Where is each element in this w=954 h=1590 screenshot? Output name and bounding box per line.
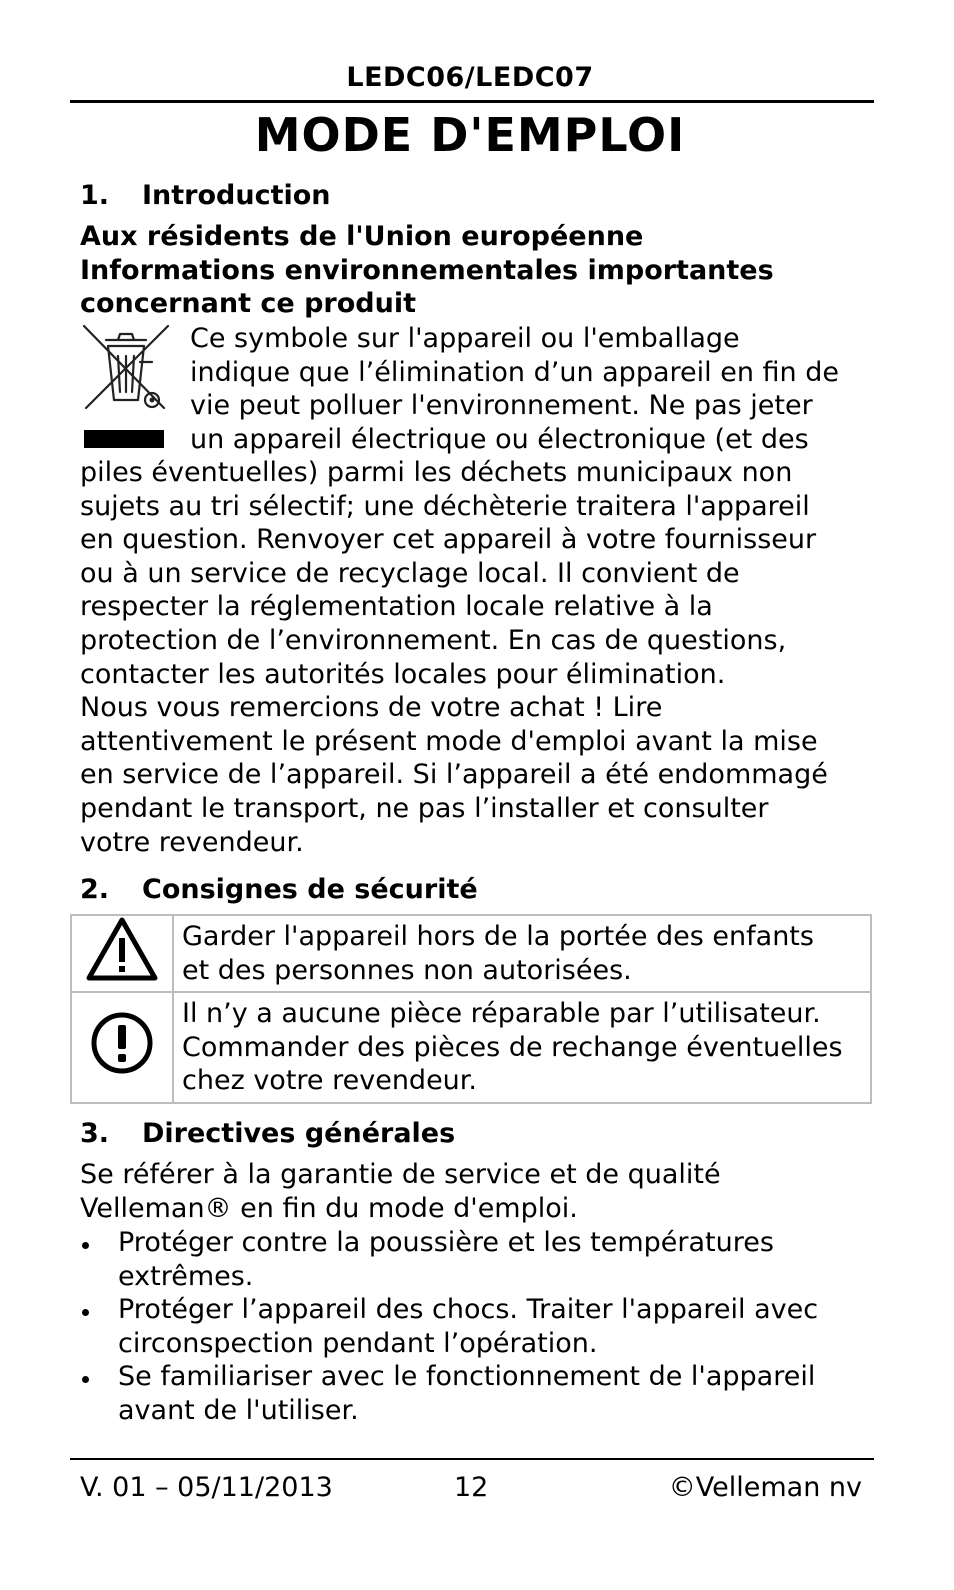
eu-notice-line: Informations environnementales importantes [80,254,774,286]
weee-paragraph-wrapped [190,322,839,456]
eu-notice-line: concernant ce produit [80,288,416,319]
footer-version: V. 01 – 05/11/2013 [80,1472,333,1503]
body-text-line: Nous vous remercions de votre achat ! Lire [80,692,663,724]
footer-rule [70,1458,874,1460]
bullet-icon [82,1242,89,1249]
safety-text-line: Garder l'appareil hors de la portée des enfants [182,921,814,952]
eu-notice-heading [80,220,774,321]
safety-icon-cell [71,992,173,1103]
guidelines-list [80,1226,878,1428]
section-1-heading [80,180,331,211]
safety-row [71,992,871,1103]
section-3-intro [80,1158,721,1225]
section-3-title: Directives générales [142,1118,456,1149]
safety-row [71,915,871,992]
bullet-icon [82,1309,89,1316]
safety-text-line: et des personnes non autorisées. [182,954,632,986]
footer-copyright: ©Velleman nv [668,1472,862,1503]
list-item-text: Protéger l’appareil des chocs. Traiter l'appareil avec circonspection pendant l’opération. [118,1294,819,1359]
weee-text-line: un appareil électrique ou électronique (et des [190,423,809,455]
body-text-line: en service de l’appareil. Si l’appareil a été endommagé [80,759,828,791]
body-text-line: votre revendeur. [80,826,304,858]
body-text-line: piles éventuelles) parmi les déchets municipaux non [80,457,793,488]
body-text-line: protection de l’environnement. En cas de questions, [80,624,787,656]
safety-text-cell [173,915,871,992]
body-text-line: en question. Renvoyer cet appareil à votre fournisseur [80,524,817,556]
body-text-line: respecter la réglementation locale relative à la [80,591,713,623]
weee-paragraph-continued [80,456,828,859]
section-3-number: 3. [80,1118,110,1149]
body-text-line: Se référer à la garantie de service et de qualité [80,1159,721,1190]
list-item-text: Se familiariser avec le fonctionnement de l'appareil avant de l'utiliser. [118,1361,816,1426]
bullet-icon [82,1376,89,1383]
exclamation-circle-icon [89,1010,155,1076]
section-1-title: Introduction [142,180,331,211]
warning-triangle-icon [85,916,159,982]
list-item [80,1293,878,1360]
page-title: MODE D'EMPLOI [254,108,686,162]
body-text-line: attentivement le présent mode d'emploi avant la mise [80,725,818,757]
list-item-text: Protéger contre la poussière et les températures extrêmes. [118,1227,774,1292]
safety-text-cell [173,992,871,1103]
safety-text-line: Il n’y a aucune pièce réparable par l’utilisateur. [182,998,821,1029]
model-number: LEDC06/LEDC07 [346,62,594,93]
body-text-line: Velleman® en fin du mode d'emploi. [80,1192,578,1224]
safety-table [70,914,872,1104]
section-2-number: 2. [80,874,110,905]
body-text-line: pendant le transport, ne pas l’installer et consulter [80,792,769,824]
weee-bin-icon [80,322,172,450]
eu-notice-line: Aux résidents de l'Union européenne [80,221,644,252]
section-3-heading [80,1118,455,1149]
weee-text-line: indique que l’élimination d’un appareil en fin de [190,356,839,388]
section-2-heading [80,874,478,905]
list-item [80,1226,878,1293]
header-rule [70,100,874,103]
weee-text-line: vie peut polluer l'environnement. Ne pas jeter [190,390,813,422]
body-text-line: ou à un service de recyclage local. Il convient de [80,557,740,589]
section-2-title: Consignes de sécurité [142,874,478,905]
safety-text-line: Commander des pièces de rechange éventuelles [182,1031,843,1063]
body-text-line: contacter les autorités locales pour élimination. [80,658,726,690]
body-text-line: sujets au tri sélectif; une déchèterie traitera l'appareil [80,490,810,522]
section-1-number: 1. [80,180,110,211]
list-item [80,1360,878,1427]
footer-page-number: 12 [454,1472,489,1503]
safety-icon-cell [71,915,173,992]
safety-text-line: chez votre revendeur. [182,1065,477,1096]
weee-text-line: Ce symbole sur l'appareil ou l'emballage [190,323,740,354]
